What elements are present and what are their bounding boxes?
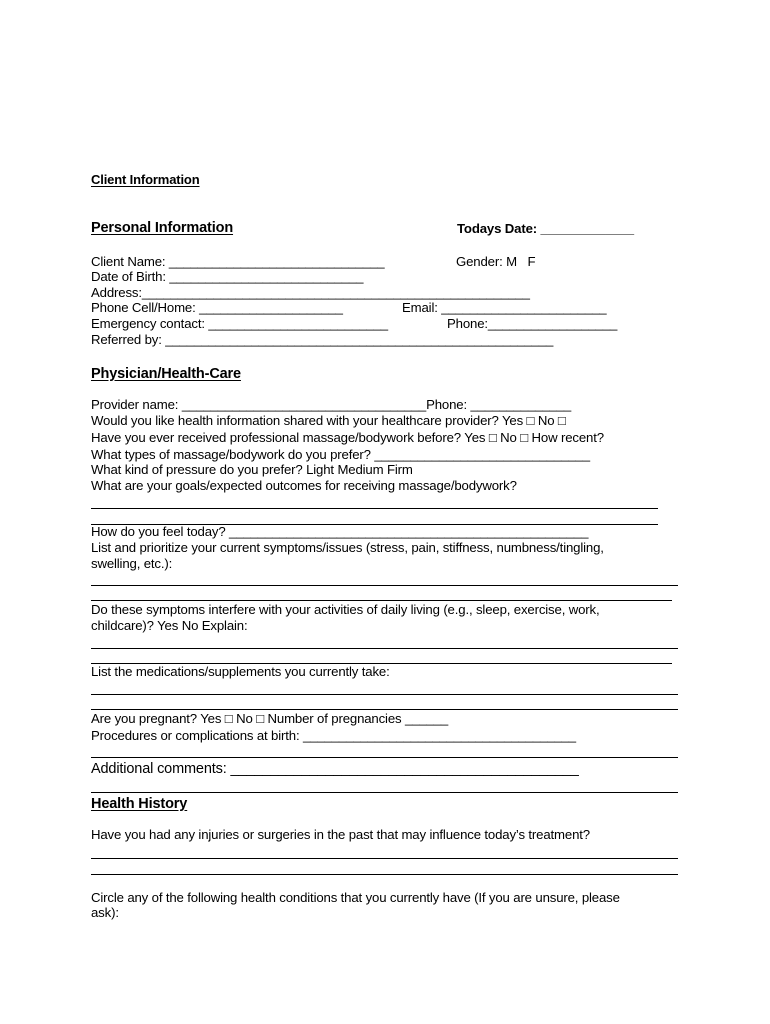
injuries-question: Have you had any injuries or surgeries in the past that may influence today’s treatment? [91, 827, 590, 842]
personal-information-heading: Personal Information [91, 220, 234, 236]
conditions-instruction-line-1: Circle any of the following health conditions that you currently have (If you are unsure, please [91, 890, 620, 905]
medications-question: List the medications/supplements you currently take: [91, 664, 390, 679]
phone-field[interactable]: Phone Cell/Home: ____________________ [91, 300, 343, 315]
conditions-instruction-line-2: ask): [91, 905, 119, 920]
todays-date-field[interactable]: Todays Date: _____________ [457, 221, 634, 236]
goals-question: What are your goals/expected outcomes for receiving massage/bodywork? [91, 478, 517, 493]
date-of-birth-field[interactable]: Date of Birth: ___________________________ [91, 269, 364, 284]
email-field[interactable]: Email: _______________________ [402, 300, 607, 315]
procedures-field[interactable]: Procedures or complications at birth: ______________________________________ [91, 728, 576, 743]
interfere-question-line-2[interactable]: childcare)? Yes No Explain: [91, 618, 248, 633]
goals-answer-line[interactable] [91, 508, 658, 509]
physician-heading: Physician/Health-Care [91, 366, 241, 382]
massage-types-field[interactable]: What types of massage/bodywork do you prefer? ______________________________ [91, 447, 590, 462]
injuries-answer-line[interactable] [91, 874, 678, 875]
symptoms-answer-line[interactable] [91, 600, 672, 601]
emergency-contact-field[interactable]: Emergency contact: _________________________ [91, 316, 388, 331]
pregnant-question[interactable]: Are you pregnant? Yes □ No □ Number of pregnancies ______ [91, 711, 449, 726]
provider-name-field[interactable]: Provider name: __________________________________Phone: ______________ [91, 397, 572, 412]
medications-answer-line[interactable] [91, 694, 678, 695]
medications-answer-line[interactable] [91, 709, 678, 710]
symptoms-question-line-2: swelling, etc.): [91, 556, 173, 571]
interfere-answer-line[interactable] [91, 648, 678, 649]
emergency-phone-field[interactable]: Phone:__________________ [447, 316, 618, 331]
symptoms-question-line-1: List and prioritize your current symptoms/issues (stress, pain, stiffness, numbness/tingling, [91, 540, 604, 555]
share-info-question[interactable]: Would you like health information shared with your healthcare provider? Yes □ No □ [91, 413, 566, 428]
additional-comments-field[interactable]: Additional comments: ____________________________________________ [91, 761, 579, 777]
procedures-answer-line[interactable] [91, 757, 678, 758]
interfere-question-line-1: Do these symptoms interfere with your activities of daily living (e.g., sleep, exercise, work, [91, 602, 600, 617]
feel-today-field[interactable]: How do you feel today? __________________________________________________ [91, 524, 589, 539]
referred-by-field[interactable]: Referred by: ______________________________________________________ [91, 332, 554, 347]
injuries-answer-line[interactable] [91, 858, 678, 859]
additional-comments-answer-line[interactable] [91, 792, 678, 793]
symptoms-answer-line[interactable] [91, 585, 678, 586]
gender-field[interactable]: Gender: M F [456, 254, 536, 269]
client-name-field[interactable]: Client Name: ______________________________ [91, 254, 385, 269]
document-title: Client Information [91, 172, 200, 187]
address-field[interactable]: Address:______________________________________________________ [91, 285, 530, 300]
pressure-question[interactable]: What kind of pressure do you prefer? Light Medium Firm [91, 462, 413, 477]
health-history-heading: Health History [91, 796, 188, 812]
received-before-question[interactable]: Have you ever received professional massage/bodywork before? Yes □ No □ How recent? [91, 430, 604, 445]
